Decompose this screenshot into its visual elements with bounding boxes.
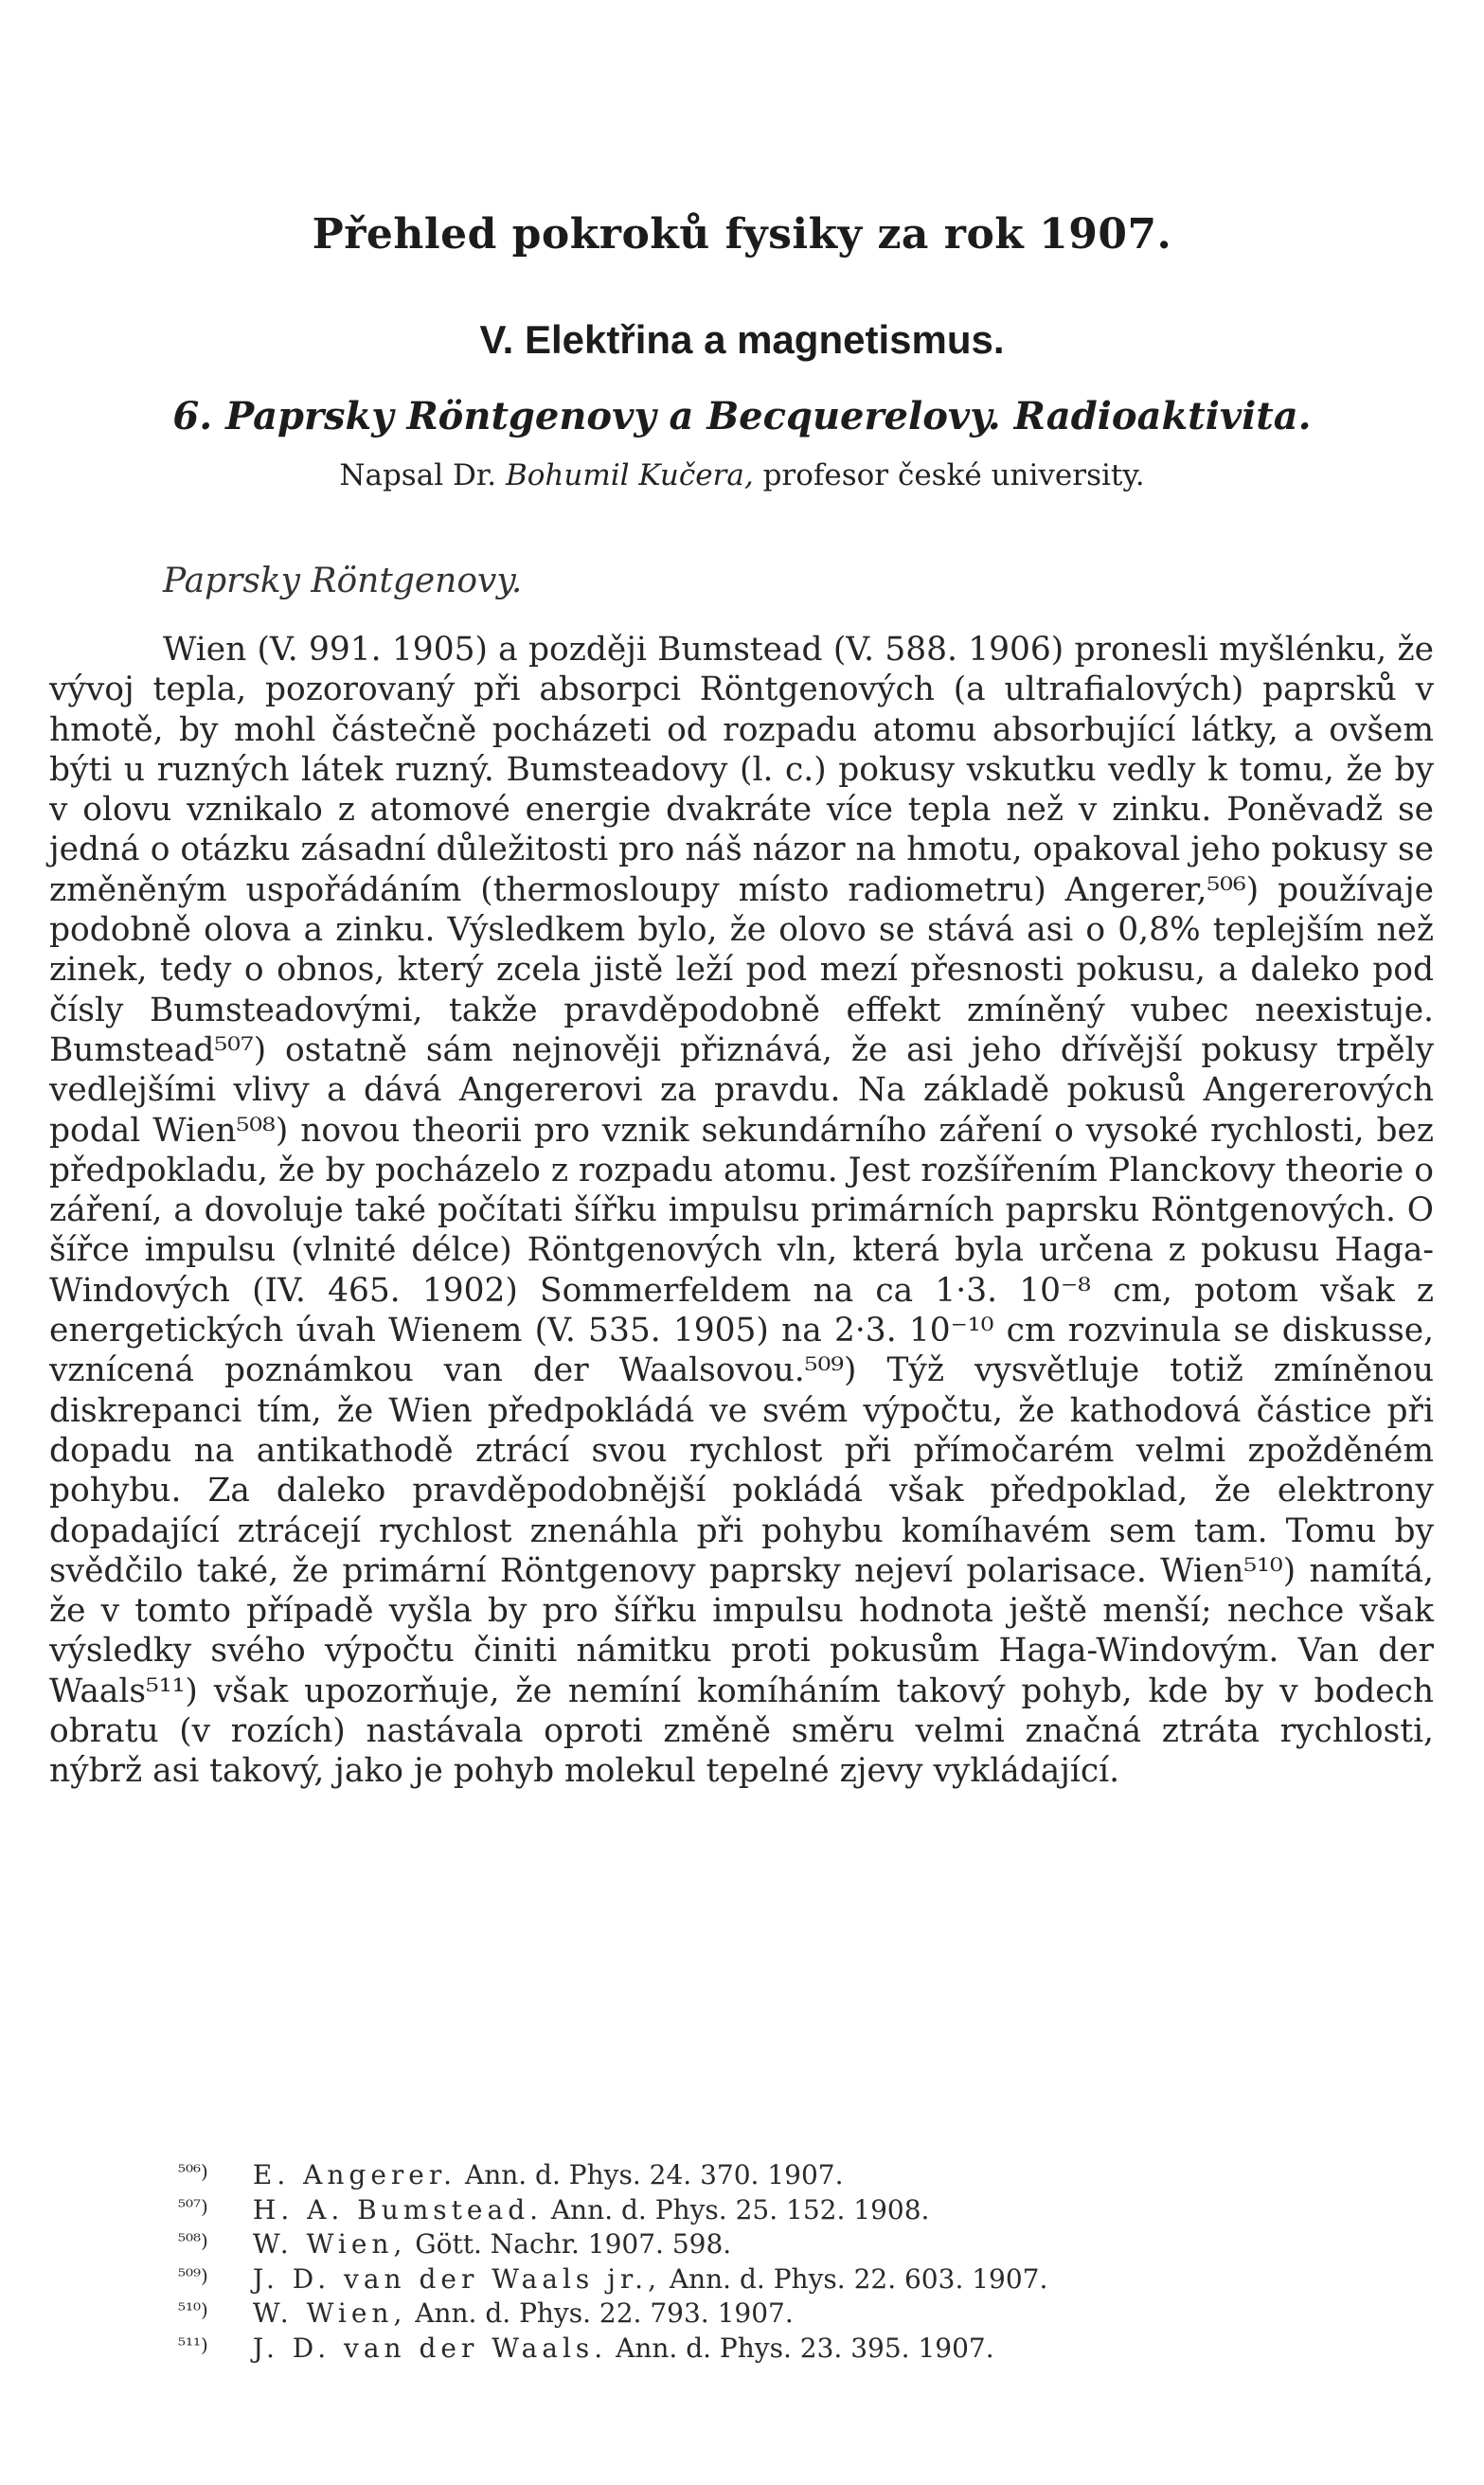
footnotes (178, 2156, 1314, 2364)
footnote-author: W. Wien, (252, 2297, 407, 2329)
footnote-number: ⁵¹¹) (178, 2333, 208, 2356)
footnote-author: J. D. van der Waals. (252, 2332, 608, 2364)
footnote-reference: Ann. d. Phys. 22. 603. 1907. (669, 2262, 1048, 2295)
footnote-reference: Ann. d. Phys. 24. 370. 1907. (464, 2159, 844, 2190)
paragraph: Wien (V. 991. 1905) a později Bumstead (V. 588. 1906) pronesli myšlénku, že vývoj tepla, pozorovaný při absorpci Röntgenových (a ultrafialových) paprsků v hmotě, by mohl částečně pocházeti od rozpadu atomu absorbující látky, a ovšem býti u ruzných látek ruzný. Bumsteadovy (l. c.) pokusy vskutku vedly k tomu, že by v olovu vznikalo z atomové energie dvakráte více tepla než v zinku. Poněvadž se jedná o otázku zásadní důležitosti pro náš názor na hmotu, opakoval jeho pokusy se změněným uspořádáním (thermosloupy místo radiometru) Angerer,⁵⁰⁶) používaje podobně olova a zinku. Výsledkem bylo, že olovo se stává asi o 0,8% teplejším než zinek, tedy o obnos, který zcela jistě leží pod mezí přesnosti pokusu, a daleko pod čísly Bumsteadovými, takže pravděpodobně effekt zmíněný vubec neexistuje. Bumstead⁵⁰⁷) ostatně sám nejnověji přiznává, že asi jeho dřívější pokusy trpěly vedlejšími vlivy a dává Angererovi za pravdu. Na základě pokusů Angererových podal Wien⁵⁰⁸) novou theorii pro vznik sekundárního záření o vysoké rychlosti, bez předpokladu, že by pocházelo z rozpadu atomu. Jest rozšířením Planckovy theorie o záření, a dovoluje také počítati šířku impulsu primárních paprsku Röntgenových. O šířce impulsu (vlnité délce) Röntgenových vln, která byla určena z pokusu Hagа-Windových (IV. 465. 1902) Sommerfeldem na ca 1·3. 10⁻⁸ cm, potom však z energetických úvah Wienem (V. 535. 1905) na 2·3. 10⁻¹⁰ cm rozvinula se diskusse, vznícená poznámkou van der Waalsovou.⁵⁰⁹) Týž vysvětluje totiž zmíněnou diskrepanci tím, že Wien předpokládá ve svém výpočtu, že kathodová částice při dopadu na antikathodě ztrácí svou rychlost při přímočarém velmi zpožděném pohybu. Za daleko pravděpodobnější pokládá však předpoklad, že elektrony dopadající ztrácejí rychlost znenáhla při pohybu komíhavém sem tam. Tomu by svědčilo také, že primární Röntgenovy paprsky nejeví polarisace. Wien⁵¹⁰) namítá, že v tomto případě vyšla by pro šířku impulsu hodnota ještě menší; nechce však výsledky svého výpočtu činiti námitku proti pokusům Haga-Windovým. Van der Waals⁵¹¹) však upozorňuje, že nemíní komíháním takový pohyb, kde by v bodech obratu (v rozích) nastávala oproti změně směru velmi značná ztráta rychlosti, nýbrž asi takový, jako je pohyb molekul tepelné zjevy vykládající. (49, 631, 1434, 1791)
footnote-author: H. A. Bumstead. (252, 2193, 544, 2226)
author-name: Bohumil Kučera, (505, 458, 754, 492)
footnote-number: ⁵⁰⁸) (178, 2229, 208, 2252)
footnote (178, 2330, 1314, 2365)
footnote-reference: Ann. d. Phys. 23. 395. 1907. (616, 2332, 994, 2364)
footnote (178, 2191, 1314, 2226)
footnote-number: ⁵⁰⁷) (178, 2194, 208, 2218)
byline-suffix: profesor české university. (762, 458, 1145, 492)
footnote-reference: Ann. d. Phys. 22. 793. 1907. (415, 2297, 794, 2329)
footnote-number: ⁵⁰⁹) (178, 2263, 208, 2287)
article-subtitle: 6. Paprsky Röntgenovy a Becquerelovy. Radioaktivita. (172, 394, 1312, 438)
footnote-author: W. Wien, (252, 2228, 407, 2260)
footnote (178, 2261, 1314, 2296)
chapter-heading: V. Elektřina a magnetismus. (479, 317, 1005, 362)
author-byline (0, 458, 1484, 492)
footnote (178, 2295, 1314, 2330)
footnote-author: E. Angerer. (252, 2159, 457, 2190)
footnote-number: ⁵¹⁰) (178, 2298, 208, 2321)
page-title: Přehled pokroků fysiky za rok 1907. (312, 210, 1172, 259)
footnote-reference: Gött. Nachr. 1907. 598. (415, 2228, 732, 2260)
footnote-author: J. D. van der Waals jr., (252, 2262, 661, 2295)
body-text (49, 630, 1434, 1792)
byline-prefix: Napsal Dr. (339, 458, 497, 492)
footnote (178, 2156, 1314, 2191)
footnote (178, 2226, 1314, 2261)
section-heading: Paprsky Röntgenovy. (163, 562, 523, 600)
footnote-reference: Ann. d. Phys. 25. 152. 1908. (550, 2193, 930, 2226)
footnote-number: ⁵⁰⁶) (178, 2160, 208, 2183)
